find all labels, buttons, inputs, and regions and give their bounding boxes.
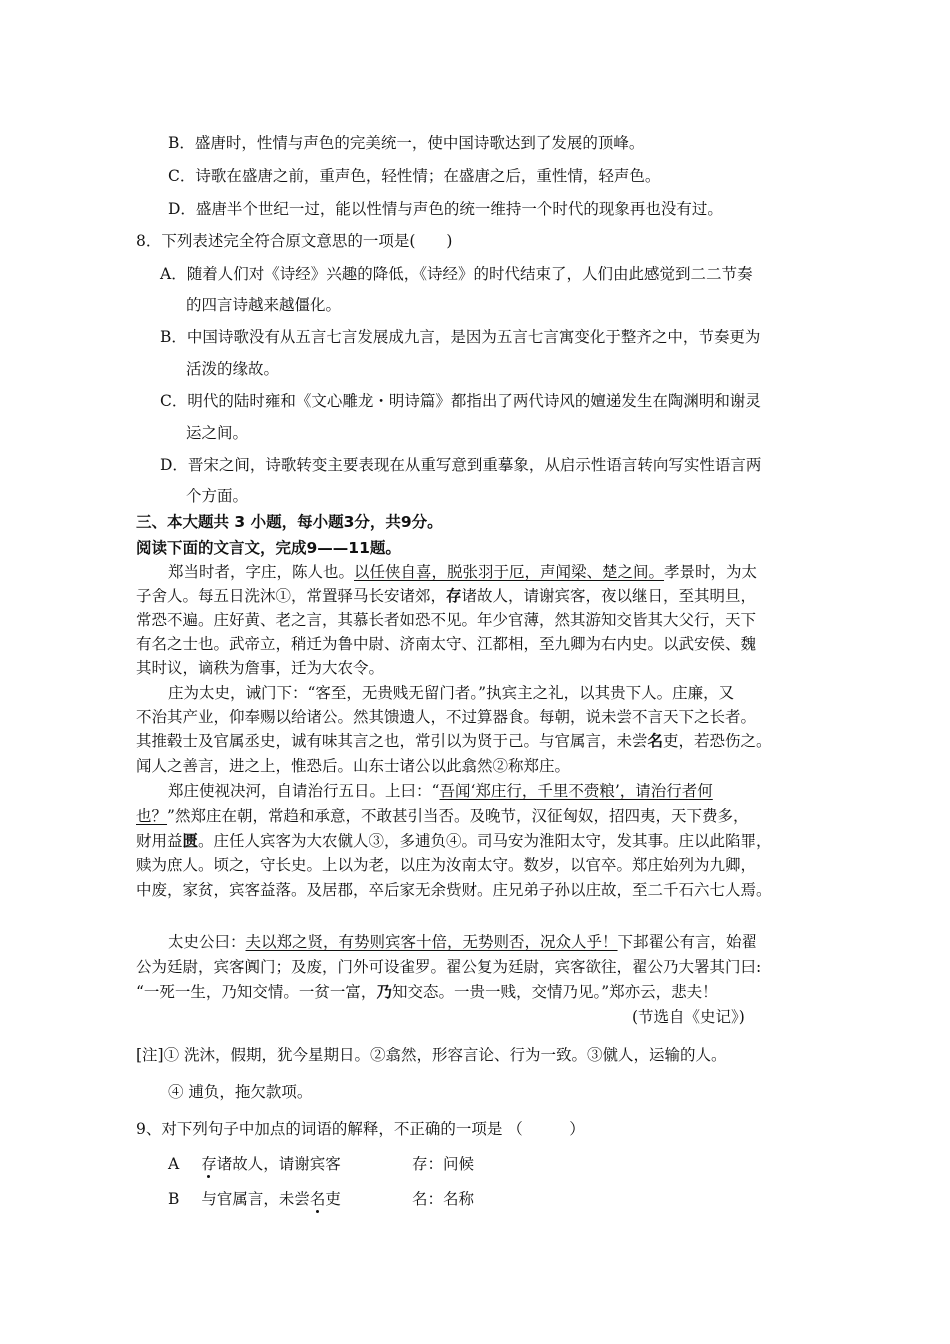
underlined-sentence: 以任侠自喜，脱张羽于厄，声闻梁、楚之间。 xyxy=(354,563,665,581)
q7-option-b: B．盛唐时，性情与声色的完美统一，使中国诗歌达到了发展的顶峰。 xyxy=(168,134,645,152)
passage-p3-line1 xyxy=(168,781,713,801)
dotted-word: 名 xyxy=(309,1190,326,1208)
passage-p1-line2 xyxy=(136,586,756,606)
passage-p3-line2 xyxy=(136,806,748,826)
passage-p1-line3: 常恐不遍。庄好黄、老之言，其慕长者如恐不见。年少官薄，然其游知交皆其大父行，天下 xyxy=(136,611,757,629)
q9-option-b xyxy=(168,1189,341,1209)
text: 其推毂士及官属丞史，诚有味其言之也，常引以为贤于己。与官属言，未尝 xyxy=(136,732,648,750)
q8-option-b-line1: B．中国诗歌没有从五言七言发展成九言，是因为五言七言寓变化于整齐之中，节奏更为 xyxy=(160,328,761,346)
q7-option-d: D．盛唐半个世纪一过，能以性情与声色的统一维持一个时代的现象再也没有过。 xyxy=(168,200,723,218)
notes-line2: ④ 逋负，拖欠款项。 xyxy=(168,1083,313,1101)
underlined-sentence: 吾闻‘郑庄行，千里不赍粮’，请治行者何 xyxy=(439,782,713,800)
q8-option-d-line1: D．晋宋之间，诗歌转变主要表现在从重写意到重摹象，从启示性语言转向写实性语言两 xyxy=(160,456,762,474)
q8-option-c-line1: C．明代的陆时雍和《文心雕龙・明诗篇》都指出了两代诗风的嬗递发生在陶渊明和谢灵 xyxy=(160,392,761,410)
passage-p1-line4: 有名之士也。武帝立，稍迁为鲁中尉、济南太守、江都相，至九卿为右内史。以武安侯、魏 xyxy=(136,635,757,653)
q8-option-a-line2: 的四言诗越来越僵化。 xyxy=(186,296,342,314)
passage-p1-line1 xyxy=(168,562,757,582)
q9-stem: 9、对下列句子中加点的词语的解释，不正确的一项是 （ ） xyxy=(136,1120,585,1138)
text: 财用益 xyxy=(136,832,183,850)
underlined-sentence: 也？ xyxy=(136,807,168,825)
emphasized-word: 匮 xyxy=(182,831,199,850)
text: 知交态。一贵一贱，交情乃见。”郑亦云，悲夫！ xyxy=(391,983,718,1001)
text: 郑当时者，字庄，陈人也。 xyxy=(168,563,355,581)
text: 。庄任人宾客为大农僦人③，多逋负④。司马安为淮阳太守，发其事。庄以此陷罪， xyxy=(198,832,772,850)
passage-source: (节选自《史记》) xyxy=(632,1008,745,1026)
q8-option-a-line1: A．随着人们对《诗经》兴趣的降低，《诗经》的时代结束了，人们由此感觉到二二节奏 xyxy=(160,265,753,283)
q7-option-c: C．诗歌在盛唐之前，重声色，轻性情；在盛唐之后，重性情，轻声色。 xyxy=(168,167,661,185)
text: 郑庄使视决河，自请治行五日。上曰：“ xyxy=(168,782,440,800)
passage-p3-line3 xyxy=(136,831,772,851)
passage-p4-line2: 公为廷尉，宾客阗门；及废，门外可设雀罗。翟公复为廷尉，宾客欲往，翟公乃大署其门曰: xyxy=(136,958,762,976)
passage-p4-line1 xyxy=(168,932,757,952)
text: “一死一生，乃知交情。一贫一富， xyxy=(136,983,377,1001)
option-letter: B xyxy=(168,1190,180,1208)
q9-option-a-definition: 存：问候 xyxy=(412,1155,475,1173)
text: 与官属言，未尝 xyxy=(201,1190,310,1208)
q9-option-b-definition: 名：名称 xyxy=(412,1190,475,1208)
passage-p2-line1: 庄为太史，诫门下：“客至，无贵贱无留门者。”执宾主之礼，以其贵下人。庄廉，又 xyxy=(168,684,735,702)
text: ”然郑庄在朝，常趋和承意，不敢甚引当否。及晚节，汉征匈奴，招四夷，天下费多， xyxy=(167,807,749,825)
emphasized-word: 存 xyxy=(446,586,462,605)
q8-option-d-line2: 个方面。 xyxy=(186,487,249,505)
text: 孝景时，为太 xyxy=(664,563,758,581)
text: 子舍人。每五日洗沐①，常置驿马长安诸郊， xyxy=(136,587,447,605)
text: 下邽翟公有言，始翟 xyxy=(617,933,758,951)
passage-p3-line4: 赎为庶人。顷之，守长史。上以为老，以庄为汝南太守。数岁，以官卒。郑庄始列为九卿， xyxy=(136,856,757,874)
text: 诸故人，请谢宾客 xyxy=(216,1155,341,1173)
text: 太史公曰： xyxy=(168,933,246,951)
q9-option-a xyxy=(168,1154,341,1174)
section-instruction: 阅读下面的文言文，完成9——11题。 xyxy=(136,539,401,557)
text: 吏，若恐伤之。 xyxy=(663,732,772,750)
passage-p2-line2: 不治其产业，仰奉赐以给诸公。然其馈遗人，不过算器食。每朝，说未尝不言天下之长者。 xyxy=(136,708,757,726)
notes-line1: [注]① 洗沐，假期，犹今星期日。②翕然，形容言论、行为一致。③僦人，运输的人。 xyxy=(136,1046,727,1064)
q8-option-b-line2: 活泼的缘故。 xyxy=(186,360,280,378)
section-heading: 三、本大题共 3 小题，每小题3分，共9分。 xyxy=(136,513,443,531)
q8-option-c-line2: 运之间。 xyxy=(186,424,249,442)
dotted-word: 存 xyxy=(201,1155,217,1173)
emphasized-word: 名 xyxy=(647,731,664,750)
option-letter: A xyxy=(168,1155,180,1173)
passage-p2-line4: 闻人之善言，进之上，惟恐后。山东士诸公以此翕然②称郑庄。 xyxy=(136,757,571,775)
passage-p4-line3 xyxy=(136,982,718,1002)
passage-p2-line3 xyxy=(136,731,772,751)
emphasized-word: 乃 xyxy=(376,982,392,1001)
passage-p3-line5: 中废，家贫，宾客益落。及居郡，卒后家无余赀财。庄兄弟子孙以庄故，至二千石六七人焉。 xyxy=(136,881,772,899)
q8-stem: 8．下列表述完全符合原文意思的一项是( ) xyxy=(136,232,453,250)
passage-p1-line5: 其时议，谪秩为詹事，迁为大农令。 xyxy=(136,659,385,677)
text: 吏 xyxy=(325,1190,341,1208)
text: 诸故人，请谢宾客，夜以继日，至其明旦， xyxy=(461,587,757,605)
underlined-sentence: 夫以郑之贤，有势则宾客十倍，无势则否，况众人乎！ xyxy=(245,933,618,951)
